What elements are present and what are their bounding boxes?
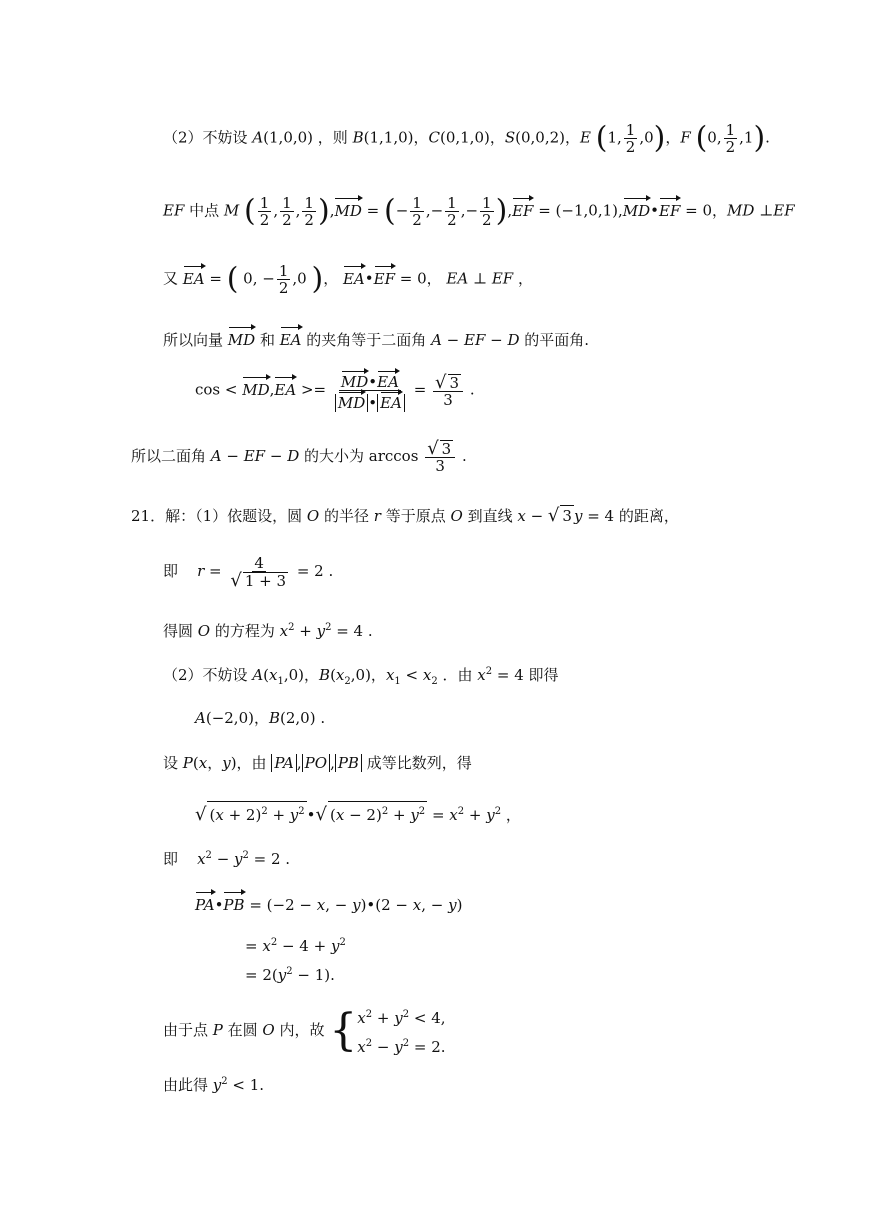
- line-13: √ $(x + 2)^2 + y^2$ •√ $(x - 2)^2 + y^2 = x^2 + y^2$ ，: [195, 801, 521, 825]
- line-1: （2）不妨设 A(1,0,0) ，则 B(1,1,0)，C(0,1,0)，S(0,0,2)，E (1, $\frac{1}{2}$ ,0)，F (0, $\frac{1}{2}$ ,1).: [163, 120, 770, 156]
- line-8: 即 r = $\frac{4}{√ 1 + 3}$ = 2 .: [163, 554, 334, 591]
- line-16: = $x^2 - 4 + y^2$: [245, 937, 346, 955]
- line-6: 所以二面角 A − EF − D 的大小为 arccos $\frac{√ 3}{3}$ .: [131, 438, 467, 475]
- line-18: 由于点 P 在圆 O 内，故 { $x^2 + y^2 < 4$, $x^2 - y^2 = 2$.: [163, 1005, 446, 1056]
- line-14: 即 $x^2 - y^2 = 2$ .: [163, 850, 291, 868]
- line-19: 由此得 $y^2 < 1$.: [163, 1076, 265, 1094]
- line-11: A(−2,0)，B(2,0) .: [195, 709, 326, 727]
- line-3: 又 EA = ( 0, − $\frac{1}{2}$ ,0 )， EA•EF = 0， EA ⊥ EF ，: [163, 261, 533, 297]
- line-10: （2）不妨设 $A(x_1,0)$，$B(x_2,0)$，$x_1 < x_2$ ．由 $x^2 = 4$ 即得: [163, 666, 559, 687]
- line-2: EF 中点 M ( $\frac{1}{2}$ , $\frac{1}{2}$ , $\frac{1}{2}$ ),MD = (− $\frac{1}{2}$ ,− $\frac{1}{2}$ ,− $\frac{1}{2}$ ),EF = (−1,0,1),MD•EF = 0，MD ⊥EF: [163, 193, 795, 229]
- l1-text-a: （2）不妨设: [163, 128, 253, 147]
- line-9: 得圆 O 的方程为 $x^2 + y^2 = 4$ .: [163, 622, 373, 640]
- line-7: 21．解：（1）依题设，圆 O 的半径 r 等于原点 O 到直线 x − √ 3 y = 4 的距离，: [131, 505, 679, 526]
- line-5: cos < MD,EA >= $\frac{MD•EA}{MD • EA}$ = $\frac{√ 3}{3}$ .: [195, 371, 475, 412]
- line-4: 所以向量 MD 和 EA 的夹角等于二面角 A − EF − D 的平面角.: [163, 326, 589, 350]
- line-12: 设 P(x，y)，由 PA , PO , PB 成等比数列，得: [163, 754, 472, 772]
- line-17: = $2(y^2 - 1)$.: [245, 966, 335, 984]
- line-15: PA•PB = (−2 − x, − y)•(2 − x, − y): [195, 891, 462, 915]
